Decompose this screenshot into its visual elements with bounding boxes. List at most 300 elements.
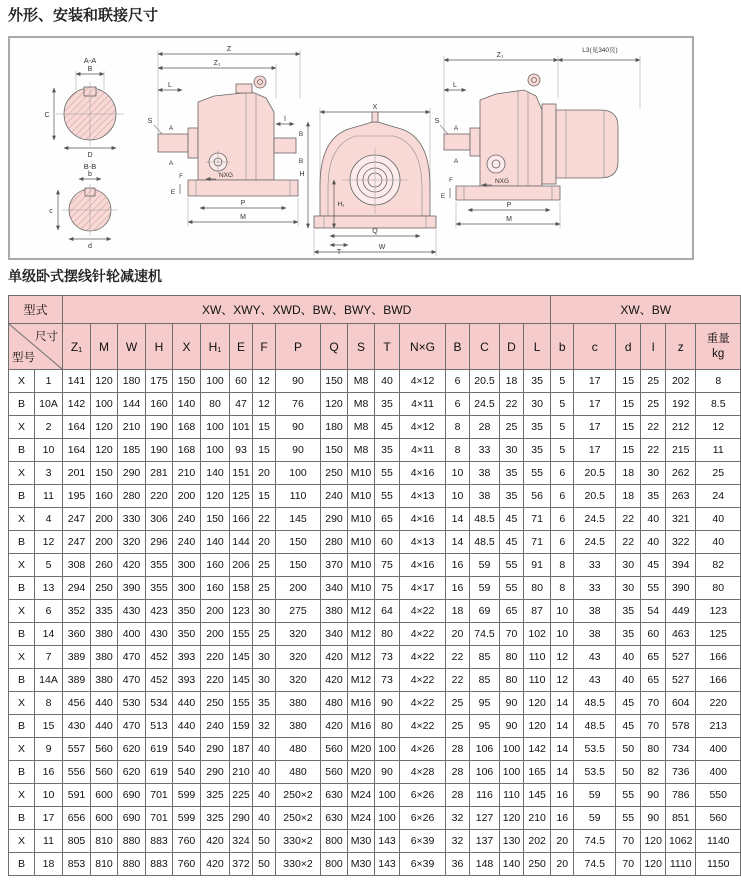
table-cell: 10 bbox=[551, 600, 574, 623]
table-cell: 50 bbox=[253, 853, 276, 876]
table-cell: 100 bbox=[201, 439, 230, 462]
table-cell: 215 bbox=[666, 439, 696, 462]
table-row bbox=[9, 853, 741, 876]
table-row bbox=[9, 393, 741, 416]
table-cell: 5 bbox=[551, 393, 574, 416]
col-Z1: Z₁ bbox=[63, 324, 91, 370]
table-cell: 40 bbox=[253, 784, 276, 807]
table-cell: 400 bbox=[696, 738, 741, 761]
group-header-xw-series: XW、XWY、XWD、BW、BWY、BWD bbox=[63, 296, 551, 324]
table-cell: 25 bbox=[641, 393, 666, 416]
table-cell: 290 bbox=[201, 738, 230, 761]
table-cell: 701 bbox=[146, 784, 173, 807]
table-cell: B bbox=[9, 577, 35, 600]
table-cell: 151 bbox=[230, 462, 253, 485]
table-cell: 560 bbox=[91, 738, 118, 761]
table-cell: 55 bbox=[641, 577, 666, 600]
section-b-b bbox=[49, 162, 118, 250]
table-cell: 160 bbox=[201, 554, 230, 577]
table-cell: 120 bbox=[641, 830, 666, 853]
table-cell: 8.5 bbox=[696, 393, 741, 416]
table-cell: 48.5 bbox=[574, 715, 616, 738]
table-cell: 275 bbox=[276, 600, 321, 623]
table-cell: 17 bbox=[35, 807, 63, 830]
col-M: M bbox=[91, 324, 118, 370]
table-cell: 110 bbox=[524, 669, 551, 692]
table-cell: 140 bbox=[173, 393, 201, 416]
table-cell: 202 bbox=[524, 830, 551, 853]
table-cell: 150 bbox=[321, 370, 348, 393]
table-row bbox=[9, 554, 741, 577]
table-cell: 557 bbox=[63, 738, 91, 761]
table-cell: 220 bbox=[201, 646, 230, 669]
table-cell: 5 bbox=[35, 554, 63, 577]
table-cell: 90 bbox=[641, 807, 666, 830]
table-cell: 166 bbox=[696, 669, 741, 692]
table-cell: 55 bbox=[500, 577, 524, 600]
table-cell: 8 bbox=[35, 692, 63, 715]
table-cell: 14A bbox=[35, 669, 63, 692]
table-cell: 47 bbox=[230, 393, 253, 416]
table-cell: 4×12 bbox=[400, 370, 446, 393]
table-cell: 1 bbox=[35, 370, 63, 393]
table-cell: 452 bbox=[146, 646, 173, 669]
table-cell: 123 bbox=[696, 600, 741, 623]
table-cell: 150 bbox=[321, 439, 348, 462]
table-cell: 12 bbox=[696, 416, 741, 439]
table-cell: 137 bbox=[470, 830, 500, 853]
table-cell: 430 bbox=[63, 715, 91, 738]
table-cell: 45 bbox=[616, 692, 641, 715]
table-cell: 116 bbox=[470, 784, 500, 807]
table-cell: 18 bbox=[616, 485, 641, 508]
col-b: b bbox=[551, 324, 574, 370]
table-cell: 80 bbox=[500, 669, 524, 692]
table-cell: 880 bbox=[118, 853, 146, 876]
table-cell: B bbox=[9, 853, 35, 876]
table-cell: 6×39 bbox=[400, 853, 446, 876]
table-cell: 290 bbox=[230, 807, 253, 830]
table-cell: 11 bbox=[696, 439, 741, 462]
table-cell: M30 bbox=[348, 853, 375, 876]
label-S-2: S bbox=[434, 118, 440, 125]
table-cell: 4×16 bbox=[400, 508, 446, 531]
table-cell: 16 bbox=[35, 761, 63, 784]
table-cell: 160 bbox=[91, 485, 118, 508]
table-cell: B bbox=[9, 485, 35, 508]
table-cell: 90 bbox=[276, 416, 321, 439]
table-cell: 144 bbox=[230, 531, 253, 554]
table-row bbox=[9, 623, 741, 646]
table-body bbox=[9, 370, 741, 876]
table-cell: 80 bbox=[524, 577, 551, 600]
table-cell: 250 bbox=[201, 692, 230, 715]
table-cell: 883 bbox=[146, 853, 173, 876]
table-cell: 6×26 bbox=[400, 784, 446, 807]
table-cell: 7 bbox=[35, 646, 63, 669]
table-cell: 17 bbox=[574, 370, 616, 393]
table-cell: 120 bbox=[321, 393, 348, 416]
table-row bbox=[9, 439, 741, 462]
table-cell: 25 bbox=[696, 462, 741, 485]
table-cell: 400 bbox=[696, 761, 741, 784]
table-cell: 123 bbox=[230, 600, 253, 623]
table-cell: 30 bbox=[616, 577, 641, 600]
table-cell: 280 bbox=[118, 485, 146, 508]
table-cell: 390 bbox=[666, 577, 696, 600]
table-cell: 6 bbox=[446, 370, 470, 393]
table-cell: 190 bbox=[146, 416, 173, 439]
table-cell: M8 bbox=[348, 439, 375, 462]
table-cell: 80 bbox=[201, 393, 230, 416]
dim-Z-label: Z bbox=[226, 46, 232, 53]
table-cell: M30 bbox=[348, 830, 375, 853]
table-cell: 80 bbox=[375, 715, 400, 738]
table-cell: 33 bbox=[574, 554, 616, 577]
table-cell: 10 bbox=[446, 462, 470, 485]
table-cell: 630 bbox=[321, 807, 348, 830]
table-cell: 148 bbox=[470, 853, 500, 876]
table-cell: 389 bbox=[63, 669, 91, 692]
table-cell: 35 bbox=[524, 416, 551, 439]
table-cell: 35 bbox=[253, 692, 276, 715]
table-cell: 322 bbox=[666, 531, 696, 554]
table-cell: 591 bbox=[63, 784, 91, 807]
table-cell: 810 bbox=[91, 853, 118, 876]
table-cell: 82 bbox=[696, 554, 741, 577]
table-cell: 90 bbox=[500, 715, 524, 738]
table-cell: 36 bbox=[446, 853, 470, 876]
table-cell: 263 bbox=[666, 485, 696, 508]
table-cell: 393 bbox=[173, 646, 201, 669]
table-cell: 380 bbox=[276, 715, 321, 738]
table-cell: 240 bbox=[173, 508, 201, 531]
table-cell: 195 bbox=[63, 485, 91, 508]
table-cell: 578 bbox=[666, 715, 696, 738]
table-cell: 35 bbox=[500, 462, 524, 485]
table-cell: 120 bbox=[91, 370, 118, 393]
table-cell: 141 bbox=[63, 370, 91, 393]
table-row bbox=[9, 600, 741, 623]
table-cell: 91 bbox=[524, 554, 551, 577]
table-cell: 125 bbox=[230, 485, 253, 508]
table-cell: 65 bbox=[641, 669, 666, 692]
table-cell: 210 bbox=[524, 807, 551, 830]
dim-X-label: X bbox=[372, 104, 378, 111]
table-cell: 14 bbox=[446, 531, 470, 554]
table-cell: 20 bbox=[446, 623, 470, 646]
table-cell: 480 bbox=[276, 738, 321, 761]
table-cell: 4×16 bbox=[400, 462, 446, 485]
table-cell: 74.5 bbox=[574, 830, 616, 853]
table-cell: 3 bbox=[35, 462, 63, 485]
dim-E-label-2: E bbox=[440, 193, 446, 200]
table-cell: 35 bbox=[641, 485, 666, 508]
table-cell: 6 bbox=[551, 462, 574, 485]
table-cell: 527 bbox=[666, 669, 696, 692]
table-cell: 4×22 bbox=[400, 669, 446, 692]
table-cell: 187 bbox=[230, 738, 253, 761]
col-B: B bbox=[446, 324, 470, 370]
table-cell: 80 bbox=[500, 646, 524, 669]
col-d: d bbox=[616, 324, 641, 370]
table-cell: 200 bbox=[173, 485, 201, 508]
table-cell: 16 bbox=[551, 784, 574, 807]
table-cell: 200 bbox=[201, 623, 230, 646]
table-cell: 24.5 bbox=[574, 508, 616, 531]
table-cell: 80 bbox=[375, 623, 400, 646]
table-cell: 2 bbox=[35, 416, 63, 439]
table-cell: 24.5 bbox=[574, 531, 616, 554]
table-cell: 220 bbox=[146, 485, 173, 508]
table-cell: 4×28 bbox=[400, 761, 446, 784]
table-cell: 120 bbox=[500, 807, 524, 830]
table-cell: M10 bbox=[348, 508, 375, 531]
table-cell: 71 bbox=[524, 508, 551, 531]
table-cell: 85 bbox=[470, 646, 500, 669]
table-cell: 50 bbox=[616, 761, 641, 784]
label-B-top: B bbox=[298, 131, 304, 138]
label-S: S bbox=[147, 118, 153, 125]
table-cell: 20 bbox=[253, 531, 276, 554]
table-cell: 15 bbox=[253, 485, 276, 508]
table-cell: 18 bbox=[35, 853, 63, 876]
table-cell: 540 bbox=[173, 761, 201, 784]
table-cell: 120 bbox=[91, 439, 118, 462]
table-cell: 100 bbox=[500, 738, 524, 761]
table-cell: 70 bbox=[616, 830, 641, 853]
table-cell: 143 bbox=[375, 853, 400, 876]
table-cell: 247 bbox=[63, 508, 91, 531]
table-cell: 430 bbox=[146, 623, 173, 646]
table-cell: 20 bbox=[253, 462, 276, 485]
table-cell: 150 bbox=[91, 462, 118, 485]
table-cell: 75 bbox=[375, 577, 400, 600]
table-cell: 25 bbox=[253, 554, 276, 577]
table-cell: 35 bbox=[524, 439, 551, 462]
dim-Z1-label: Z₁ bbox=[213, 60, 221, 67]
table-cell: 150 bbox=[173, 370, 201, 393]
table-cell: 6 bbox=[446, 393, 470, 416]
dim-L-label-2: L bbox=[453, 82, 457, 89]
table-cell: 155 bbox=[230, 692, 253, 715]
table-row bbox=[9, 738, 741, 761]
table-cell: 463 bbox=[666, 623, 696, 646]
table-cell: 8 bbox=[696, 370, 741, 393]
col-E: E bbox=[230, 324, 253, 370]
table-cell: 470 bbox=[118, 646, 146, 669]
table-cell: 324 bbox=[230, 830, 253, 853]
table-cell: 430 bbox=[118, 600, 146, 623]
table-cell: 82 bbox=[641, 761, 666, 784]
table-cell: 90 bbox=[276, 439, 321, 462]
dim-F-label-2: F bbox=[449, 178, 453, 184]
table-cell: 420 bbox=[321, 646, 348, 669]
table-cell: 1150 bbox=[696, 853, 741, 876]
table-cell: 4×22 bbox=[400, 646, 446, 669]
table-cell: 150 bbox=[276, 531, 321, 554]
table-cell: 158 bbox=[230, 577, 253, 600]
table-cell: X bbox=[9, 692, 35, 715]
table-cell: 100 bbox=[91, 393, 118, 416]
table-cell: 440 bbox=[91, 715, 118, 738]
table-cell: 15 bbox=[253, 439, 276, 462]
table-cell: 853 bbox=[63, 853, 91, 876]
table-cell: 145 bbox=[230, 646, 253, 669]
table-cell: 290 bbox=[321, 508, 348, 531]
table-cell: 140 bbox=[500, 853, 524, 876]
table-cell: 144 bbox=[118, 393, 146, 416]
table-cell: 4×22 bbox=[400, 692, 446, 715]
table-cell: 390 bbox=[118, 577, 146, 600]
side-view bbox=[148, 46, 304, 226]
table-cell: 540 bbox=[173, 738, 201, 761]
table-cell: 220 bbox=[201, 669, 230, 692]
table-cell: 168 bbox=[173, 439, 201, 462]
col-weight-unit: kg bbox=[712, 347, 725, 360]
table-cell: 534 bbox=[146, 692, 173, 715]
table-cell: 4×13 bbox=[400, 531, 446, 554]
table-cell: 883 bbox=[146, 830, 173, 853]
table-cell: 619 bbox=[146, 761, 173, 784]
col-Q: Q bbox=[321, 324, 348, 370]
table-cell: 11 bbox=[35, 830, 63, 853]
table-cell: 330×2 bbox=[276, 830, 321, 853]
table-cell: 25 bbox=[641, 370, 666, 393]
table-cell: 6 bbox=[551, 508, 574, 531]
table-cell: 604 bbox=[666, 692, 696, 715]
table-cell: 80 bbox=[696, 577, 741, 600]
table-cell: 556 bbox=[63, 761, 91, 784]
table-cell: 100 bbox=[375, 784, 400, 807]
col-P: P bbox=[276, 324, 321, 370]
table-cell: B bbox=[9, 623, 35, 646]
table-cell: 4×22 bbox=[400, 715, 446, 738]
table-cell: 16 bbox=[446, 577, 470, 600]
table-cell: B bbox=[9, 531, 35, 554]
table-cell: 250 bbox=[524, 853, 551, 876]
table-cell: 35 bbox=[375, 393, 400, 416]
dim-D-label: D bbox=[87, 152, 93, 159]
table-cell: 16 bbox=[446, 554, 470, 577]
col-H1: H₁ bbox=[201, 324, 230, 370]
table-cell: 28 bbox=[446, 784, 470, 807]
table-cell: 320 bbox=[118, 531, 146, 554]
table-cell: 4×11 bbox=[400, 393, 446, 416]
table-cell: 20.5 bbox=[470, 370, 500, 393]
table-cell: 600 bbox=[91, 784, 118, 807]
table-cell: 130 bbox=[500, 830, 524, 853]
table-cell: 18 bbox=[446, 600, 470, 623]
table-cell: M12 bbox=[348, 669, 375, 692]
table-cell: 8 bbox=[551, 554, 574, 577]
table-cell: 6×39 bbox=[400, 830, 446, 853]
table-cell: 360 bbox=[63, 623, 91, 646]
table-cell: 22 bbox=[641, 439, 666, 462]
table-cell: 165 bbox=[524, 761, 551, 784]
table-cell: 225 bbox=[230, 784, 253, 807]
table-cell: 65 bbox=[641, 646, 666, 669]
table-cell: 355 bbox=[146, 577, 173, 600]
table-cell: M16 bbox=[348, 715, 375, 738]
table-cell: 805 bbox=[63, 830, 91, 853]
table-cell: 140 bbox=[201, 531, 230, 554]
table-cell: 20.5 bbox=[574, 462, 616, 485]
table-row bbox=[9, 646, 741, 669]
table-cell: 656 bbox=[63, 807, 91, 830]
table-cell: 1140 bbox=[696, 830, 741, 853]
table-cell: 320 bbox=[276, 623, 321, 646]
table-cell: 59 bbox=[470, 554, 500, 577]
table-cell: 50 bbox=[253, 830, 276, 853]
label-A-bottom: A bbox=[168, 160, 174, 167]
table-cell: 10A bbox=[35, 393, 63, 416]
table-cell: 380 bbox=[91, 669, 118, 692]
table-cell: 15 bbox=[616, 393, 641, 416]
table-cell: 76 bbox=[276, 393, 321, 416]
table-cell: 620 bbox=[118, 761, 146, 784]
table-cell: 200 bbox=[91, 508, 118, 531]
section-b-b-label: B-B bbox=[83, 162, 97, 171]
table-cell: 212 bbox=[666, 416, 696, 439]
table-cell: 18 bbox=[616, 462, 641, 485]
table-cell: 70 bbox=[500, 623, 524, 646]
table-cell: 32 bbox=[253, 715, 276, 738]
table-cell: 25 bbox=[446, 692, 470, 715]
table-cell: 14 bbox=[35, 623, 63, 646]
table-cell: 6 bbox=[551, 485, 574, 508]
table-cell: X bbox=[9, 416, 35, 439]
table-cell: 40 bbox=[253, 738, 276, 761]
table-cell: B bbox=[9, 761, 35, 784]
table-cell: 145 bbox=[276, 508, 321, 531]
table-cell: 22 bbox=[616, 508, 641, 531]
table-cell: 25 bbox=[253, 623, 276, 646]
table-cell: 560 bbox=[696, 807, 741, 830]
col-S: S bbox=[348, 324, 375, 370]
table-cell: 38 bbox=[574, 623, 616, 646]
table-cell: 53.5 bbox=[574, 761, 616, 784]
table-cell: 48.5 bbox=[470, 531, 500, 554]
section-a-a bbox=[44, 56, 124, 159]
table-cell: 60 bbox=[641, 623, 666, 646]
dim-T-label: T bbox=[336, 249, 342, 256]
table-cell: 28 bbox=[470, 416, 500, 439]
table-cell: 100 bbox=[276, 462, 321, 485]
table-cell: X bbox=[9, 508, 35, 531]
table-cell: 14 bbox=[551, 692, 574, 715]
table-cell: 45 bbox=[375, 416, 400, 439]
table-cell: 22 bbox=[253, 508, 276, 531]
table-cell: 12 bbox=[551, 646, 574, 669]
section-a-a-label: A-A bbox=[83, 56, 97, 65]
table-row bbox=[9, 784, 741, 807]
table-cell: 325 bbox=[201, 807, 230, 830]
table-cell: 30 bbox=[253, 600, 276, 623]
label-A-top: A bbox=[168, 125, 174, 132]
table-row bbox=[9, 577, 741, 600]
table-cell: 14 bbox=[551, 738, 574, 761]
table-cell: 125 bbox=[696, 623, 741, 646]
table-cell: M24 bbox=[348, 784, 375, 807]
table-cell: 851 bbox=[666, 807, 696, 830]
table-cell: 340 bbox=[321, 623, 348, 646]
table-cell: 213 bbox=[696, 715, 741, 738]
dim-P-label: P bbox=[240, 200, 246, 207]
dim-Q-label: Q bbox=[372, 228, 378, 235]
table-cell: 220 bbox=[696, 692, 741, 715]
table-cell: 18 bbox=[500, 370, 524, 393]
